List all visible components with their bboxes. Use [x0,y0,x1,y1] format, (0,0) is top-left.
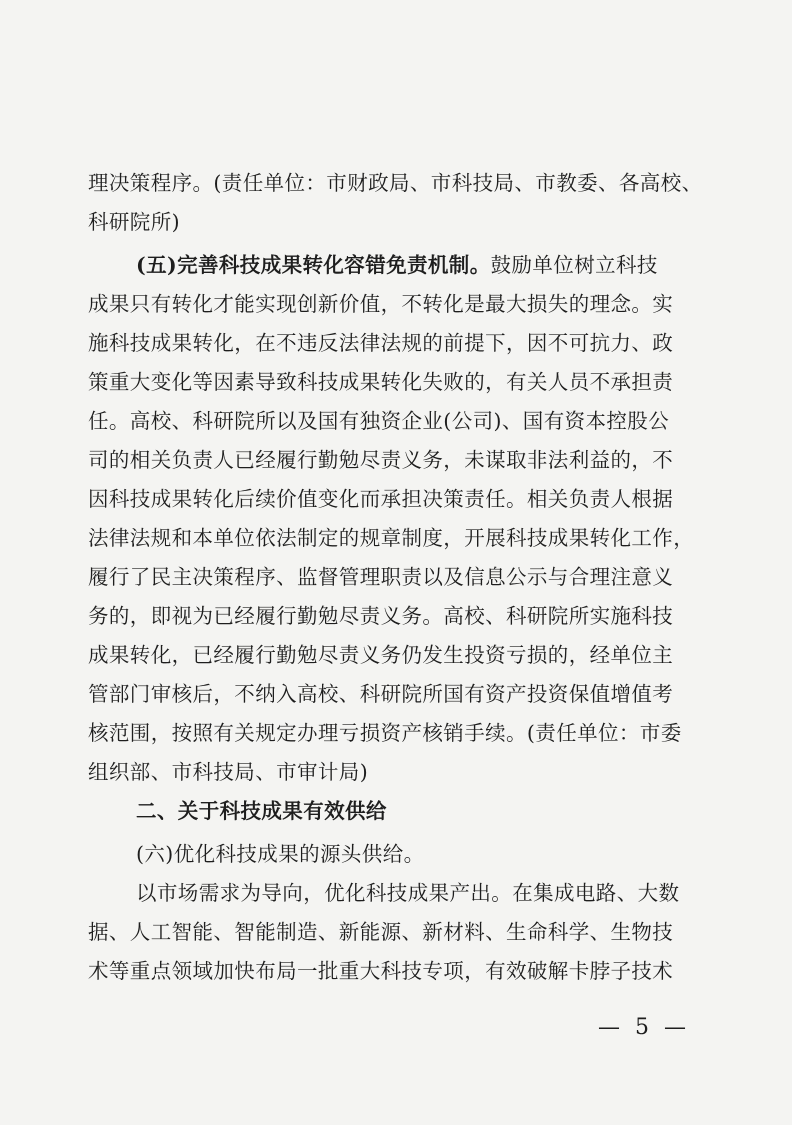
paragraph-line: 核范围，按照有关规定办理亏损资产核销手续。(责任单位：市委 [88,721,682,745]
page-number: — 5 — [598,1015,690,1040]
paragraph-line: 司的相关负责人已经履行勤勉尽责义务，未谋取非法利益的，不 [88,448,674,472]
paragraph-line: 管部门审核后，不纳入高校、科研院所国有资产投资保值增值考 [88,682,674,706]
paragraph-line: 任。高校、科研院所以及国有独资企业(公司)、国有资本控股公 [88,409,670,433]
paragraph-line: 法律法规和本单位依法制定的规章制度，开展科技成果转化工作， [88,526,695,550]
paragraph-line: 以市场需求为导向，优化科技成果产出。在集成电路、大数 [136,881,680,905]
paragraph-title: (六)优化科技成果的源头供给。 [136,842,425,866]
paragraph-text: 鼓励单位树立科技 [490,253,658,277]
paragraph-line: 履行了民主决策程序、监督管理职责以及信息公示与合理注意义 [88,565,674,589]
paragraph-line [136,250,658,280]
paragraph-line: 成果转化，已经履行勤勉尽责义务仍发生投资亏损的，经单位主 [88,643,674,667]
paragraph-line: 组织部、市科技局、市审计局) [88,760,369,784]
paragraph-line: 施科技成果转化，在不违反法律法规的前提下，因不可抗力、政 [88,331,674,355]
paragraph-line: 科研院所) [88,210,180,234]
paragraph-title: (五)完善科技成果转化容错免责机制。 [136,253,491,277]
paragraph-line: 务的，即视为已经履行勤勉尽责义务。高校、科研院所实施科技 [88,604,674,628]
paragraph-line: 成果只有转化才能实现创新价值，不转化是最大损失的理念。实 [88,292,674,316]
paragraph-line: 据、人工智能、智能制造、新能源、新材料、生命科学、生物技 [88,920,674,944]
section-heading: 二、关于科技成果有效供给 [136,799,387,823]
paragraph-line: 理决策程序。(责任单位：市财政局、市科技局、市教委、各高校、 [88,171,703,195]
paragraph-line: 策重大变化等因素导致科技成果转化失败的，有关人员不承担责 [88,370,674,394]
paragraph-line [136,839,425,869]
paragraph-line: 术等重点领域加快布局一批重大科技专项，有效破解卡脖子技术 [88,959,674,983]
paragraph-line: 因科技成果转化后续价值变化而承担决策责任。相关负责人根据 [88,487,674,511]
